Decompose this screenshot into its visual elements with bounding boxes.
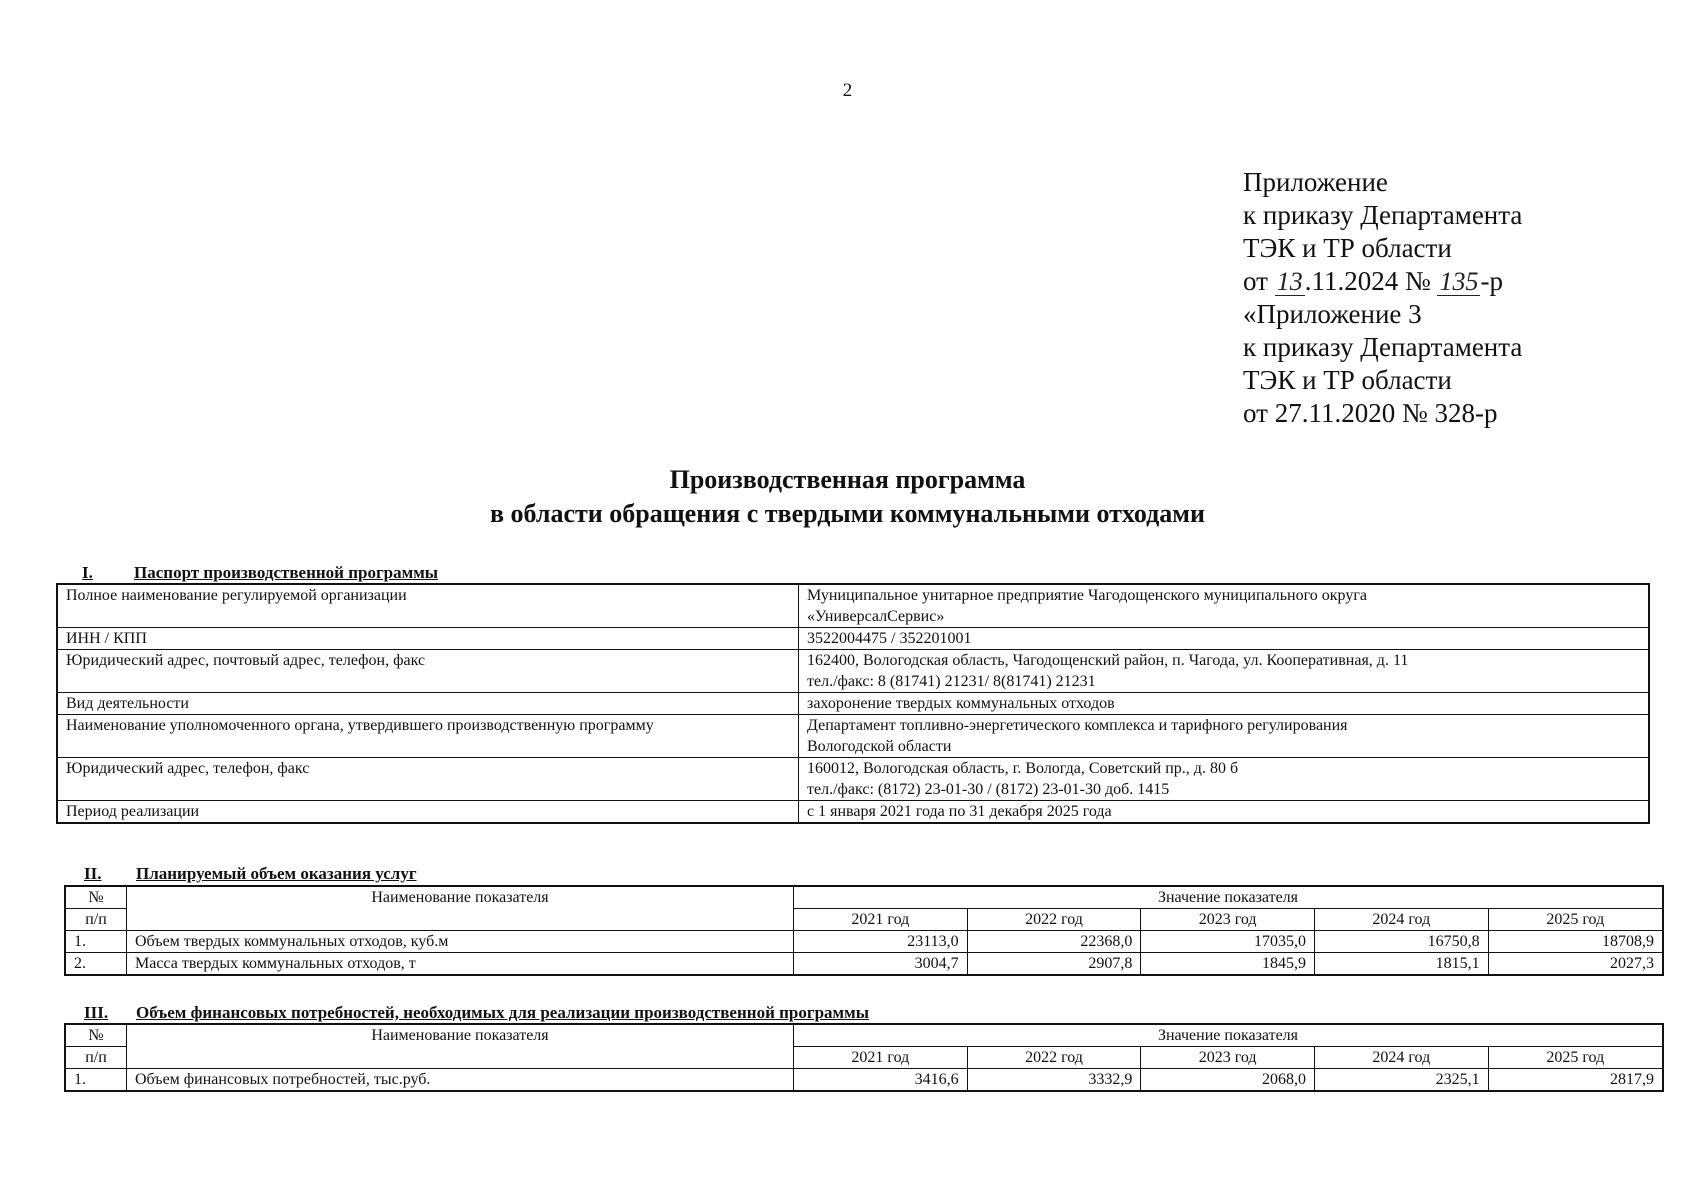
passport-row	[57, 584, 1649, 628]
section-number: II.	[84, 864, 102, 883]
appendix-block	[1243, 166, 1522, 430]
passport-label: Период реализации	[57, 801, 799, 824]
passport-value-line: захоронение твердых коммунальных отходов	[807, 695, 1115, 712]
indicator-value: 22368,0	[967, 931, 1141, 953]
passport-value	[799, 758, 1650, 801]
passport-value	[799, 801, 1650, 824]
indicator-value: 2325,1	[1314, 1069, 1488, 1092]
passport-value-line: 160012, Вологодская область, г. Вологда, Советский пр., д. 80 б	[807, 760, 1239, 777]
appendix-order-line	[1243, 265, 1522, 298]
year-header: 2021 год	[794, 909, 968, 931]
passport-label: Наименование уполномоченного органа, утвердившего производственную программу	[57, 715, 799, 758]
passport-value-line: Департамент топливно-энергетического комплекса и тарифного регулирования	[807, 717, 1348, 734]
passport-row	[57, 801, 1649, 824]
indicator-value: 18708,9	[1488, 931, 1663, 953]
passport-value-line: 3522004475 / 352201001	[807, 630, 972, 647]
order-date: .11.2024 №	[1304, 266, 1438, 296]
passport-value-line: тел./факс: 8 (81741) 21231/ 8(81741) 21231	[807, 673, 1096, 690]
passport-value	[799, 693, 1650, 715]
col-number-header: №	[65, 886, 127, 909]
passport-label: Полное наименование регулируемой организации	[57, 584, 799, 628]
passport-value-line: Вологодской области	[807, 738, 952, 755]
passport-label: ИНН / КПП	[57, 628, 799, 650]
col-number-header: п/п	[65, 909, 127, 931]
appendix-line: «Приложение 3	[1243, 299, 1422, 329]
passport-value	[799, 715, 1650, 758]
appendix-line: Приложение	[1243, 167, 1388, 197]
section-title: Паспорт производственной программы	[134, 563, 439, 582]
col-value-header: Значение показателя	[794, 886, 1664, 909]
indicator-name: Объем твердых коммунальных отходов, куб.м	[127, 931, 794, 953]
passport-value	[799, 628, 1650, 650]
appendix-line: ТЭК и ТР области	[1243, 233, 1452, 263]
indicator-name: Масса твердых коммунальных отходов, т	[127, 953, 794, 976]
document-subtitle: в области обращения с твердыми коммунальными отходами	[489, 499, 1205, 528]
order-prefix: от	[1243, 266, 1275, 296]
indicator-value: 1845,9	[1141, 953, 1315, 976]
indicator-value: 2817,9	[1488, 1069, 1663, 1092]
indicator-value: 3416,6	[794, 1069, 968, 1092]
indicator-value: 2907,8	[967, 953, 1141, 976]
year-header: 2023 год	[1141, 909, 1315, 931]
table-row	[65, 1069, 1663, 1092]
year-header: 2023 год	[1141, 1047, 1315, 1069]
table-row	[65, 931, 1663, 953]
passport-value-line: 162400, Вологодская область, Чагодощенский район, п. Чагода, ул. Кооперативная, д. 11	[807, 652, 1409, 669]
year-header: 2024 год	[1314, 1047, 1488, 1069]
passport-label: Юридический адрес, почтовый адрес, телефон, факс	[57, 650, 799, 693]
year-header: 2021 год	[794, 1047, 968, 1069]
indicator-name: Объем финансовых потребностей, тыс.руб.	[127, 1069, 794, 1092]
indicator-value: 1815,1	[1314, 953, 1488, 976]
passport-row	[57, 650, 1649, 693]
appendix-line: ТЭК и ТР области	[1243, 365, 1452, 395]
passport-value-line: Муниципальное унитарное предприятие Чагодощенского муниципального округа	[807, 587, 1367, 604]
section-number: I.	[82, 563, 93, 582]
indicator-value: 3004,7	[794, 953, 968, 976]
row-number: 1.	[65, 931, 127, 953]
passport-value	[799, 584, 1650, 628]
col-number-header: п/п	[65, 1047, 127, 1069]
table-header-row	[65, 1024, 1663, 1047]
passport-row	[57, 693, 1649, 715]
section-2-heading	[84, 864, 417, 884]
row-number: 1.	[65, 1069, 127, 1092]
handwritten-day: 13	[1276, 267, 1303, 296]
indicator-value: 2027,3	[1488, 953, 1663, 976]
section-number: III.	[84, 1003, 109, 1022]
appendix-line: к приказу Департамента	[1243, 200, 1523, 230]
indicator-value: 2068,0	[1141, 1069, 1315, 1092]
section-1-heading	[82, 563, 438, 583]
section-title: Планируемый объем оказания услуг	[136, 864, 417, 883]
appendix-line: к приказу Департамента	[1243, 332, 1523, 362]
handwritten-number: 135	[1439, 267, 1479, 296]
passport-value-line: тел./факс: (8172) 23-01-30 / (8172) 23-01-30 доб. 1415	[807, 781, 1170, 798]
row-number: 2.	[65, 953, 127, 976]
passport-label: Юридический адрес, телефон, факс	[57, 758, 799, 801]
passport-row	[57, 715, 1649, 758]
passport-row	[57, 628, 1649, 650]
page-number: 2	[842, 80, 853, 101]
passport-label: Вид деятельности	[57, 693, 799, 715]
year-header: 2024 год	[1314, 909, 1488, 931]
indicator-value: 3332,9	[967, 1069, 1141, 1092]
col-number-header: №	[65, 1024, 127, 1047]
passport-row	[57, 758, 1649, 801]
indicator-value: 23113,0	[794, 931, 968, 953]
appendix-line: от 27.11.2020 № 328-р	[1243, 398, 1498, 428]
indicator-value: 17035,0	[1141, 931, 1315, 953]
col-value-header: Значение показателя	[794, 1024, 1664, 1047]
order-suffix: -р	[1480, 266, 1503, 296]
col-name-header: Наименование показателя	[127, 1024, 794, 1069]
passport-value	[799, 650, 1650, 693]
section-title: Объем финансовых потребностей, необходимых для реализации производственной программы	[136, 1003, 869, 1022]
passport-table	[56, 583, 1650, 824]
finance-table	[64, 1023, 1664, 1092]
year-header: 2025 год	[1488, 909, 1663, 931]
table-header-row	[65, 886, 1663, 909]
year-header: 2025 год	[1488, 1047, 1663, 1069]
services-table	[64, 885, 1664, 976]
year-header: 2022 год	[967, 909, 1141, 931]
passport-value-line: с 1 января 2021 года по 31 декабря 2025 года	[807, 803, 1112, 820]
table-row	[65, 953, 1663, 976]
year-header: 2022 год	[967, 1047, 1141, 1069]
document-title: Производственная программа	[669, 465, 1026, 494]
col-name-header: Наименование показателя	[127, 886, 794, 931]
section-3-heading	[84, 1003, 869, 1023]
passport-value-line: «УниверсалСервис»	[807, 608, 945, 625]
indicator-value: 16750,8	[1314, 931, 1488, 953]
